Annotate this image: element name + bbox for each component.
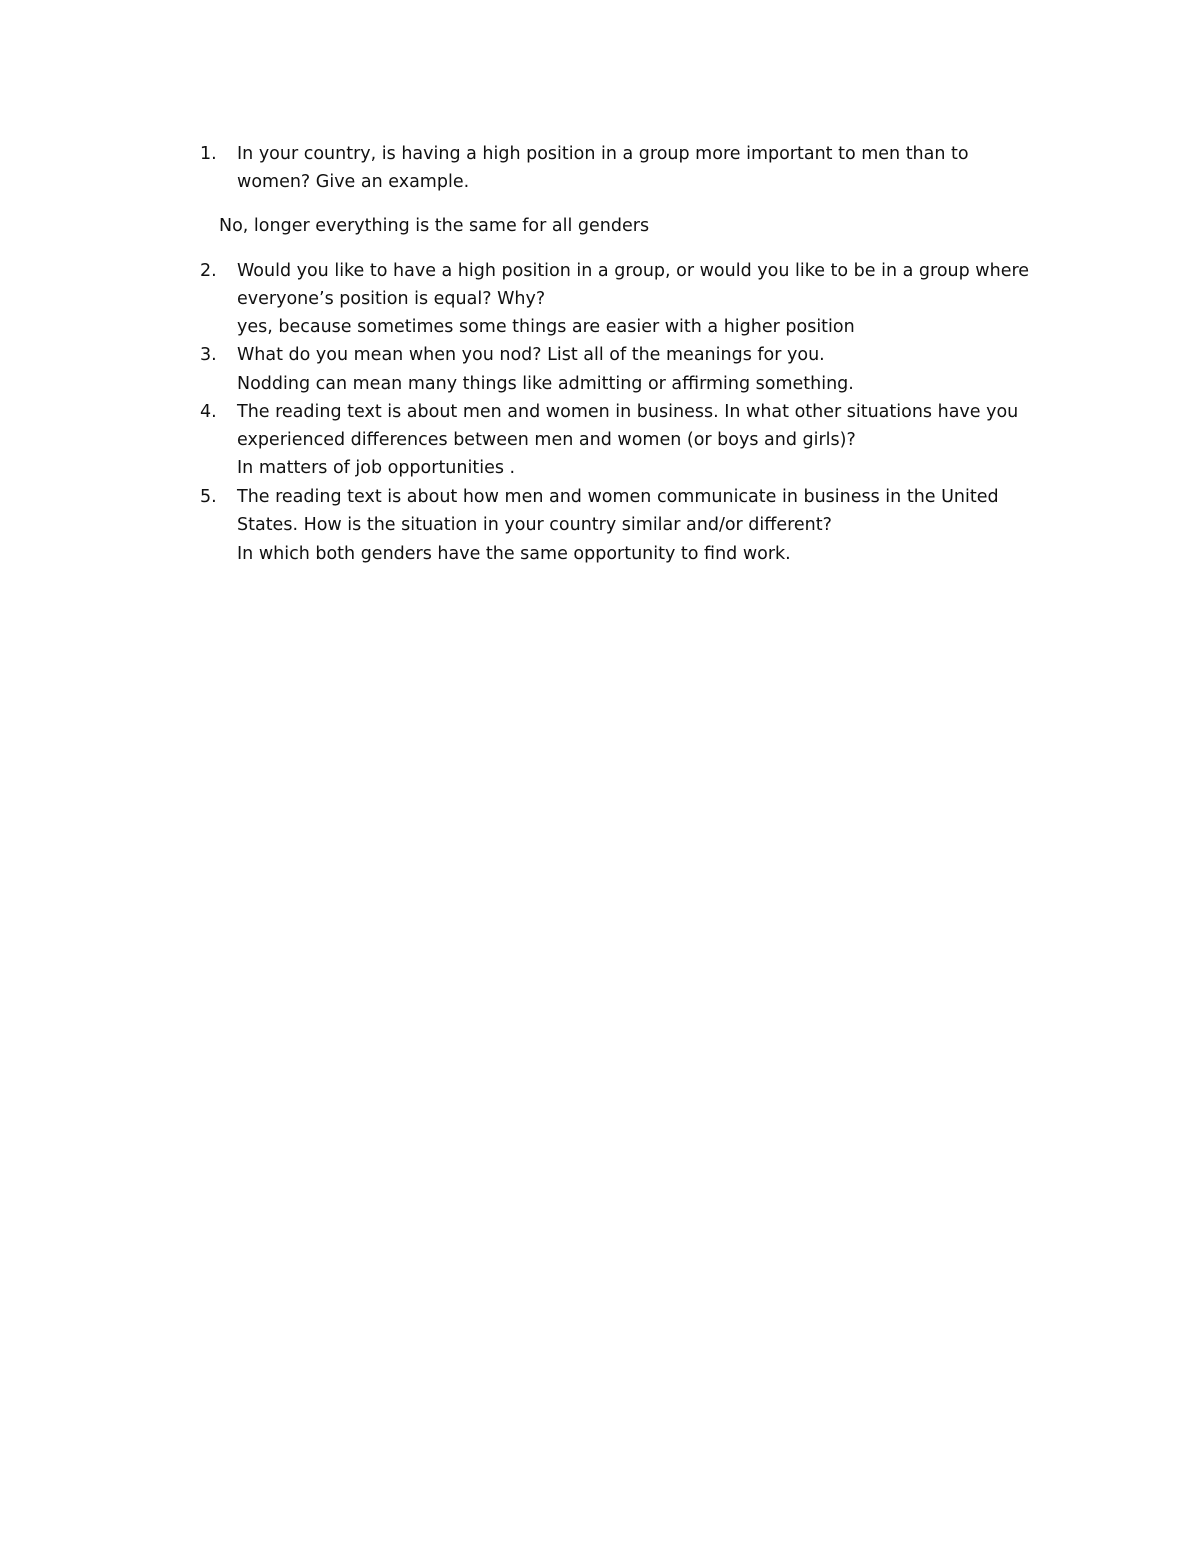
question-3-answer: Nodding can mean many things like admitting or affirming something. [237, 374, 854, 394]
question-4-number: 4. [200, 402, 217, 422]
question-1-number: 1. [200, 144, 217, 164]
question-3-number: 3. [200, 345, 217, 365]
question-2-answer: yes, because sometimes some things are easier with a higher position [237, 317, 855, 337]
question-5-text-line-1: The reading text is about how men and women communicate in business in the United [237, 487, 999, 507]
question-1-answer: No, longer everything is the same for all genders [219, 216, 650, 236]
question-3-text-line-1: What do you mean when you nod? List all of the meanings for you. [237, 345, 825, 365]
question-1-text-line-1: In your country, is having a high position in a group more important to men than to [237, 144, 969, 164]
question-2-text-line-2: everyone’s position is equal? Why? [237, 289, 546, 309]
question-2-number: 2. [200, 261, 217, 281]
question-5-answer: In which both genders have the same opportunity to find work. [237, 544, 791, 564]
question-2-text-line-1: Would you like to have a high position in a group, or would you like to be in a group where [237, 261, 1030, 281]
question-1-text-line-2: women? Give an example. [237, 172, 470, 192]
question-4-answer: In matters of job opportunities . [237, 458, 516, 478]
question-4-text-line-2: experienced differences between men and women (or boys and girls)? [237, 430, 856, 450]
question-5-number: 5. [200, 487, 217, 507]
question-5-text-line-2: States. How is the situation in your country similar and/or different? [237, 515, 832, 535]
question-4-text-line-1: The reading text is about men and women in business. In what other situations have you [237, 402, 1019, 422]
